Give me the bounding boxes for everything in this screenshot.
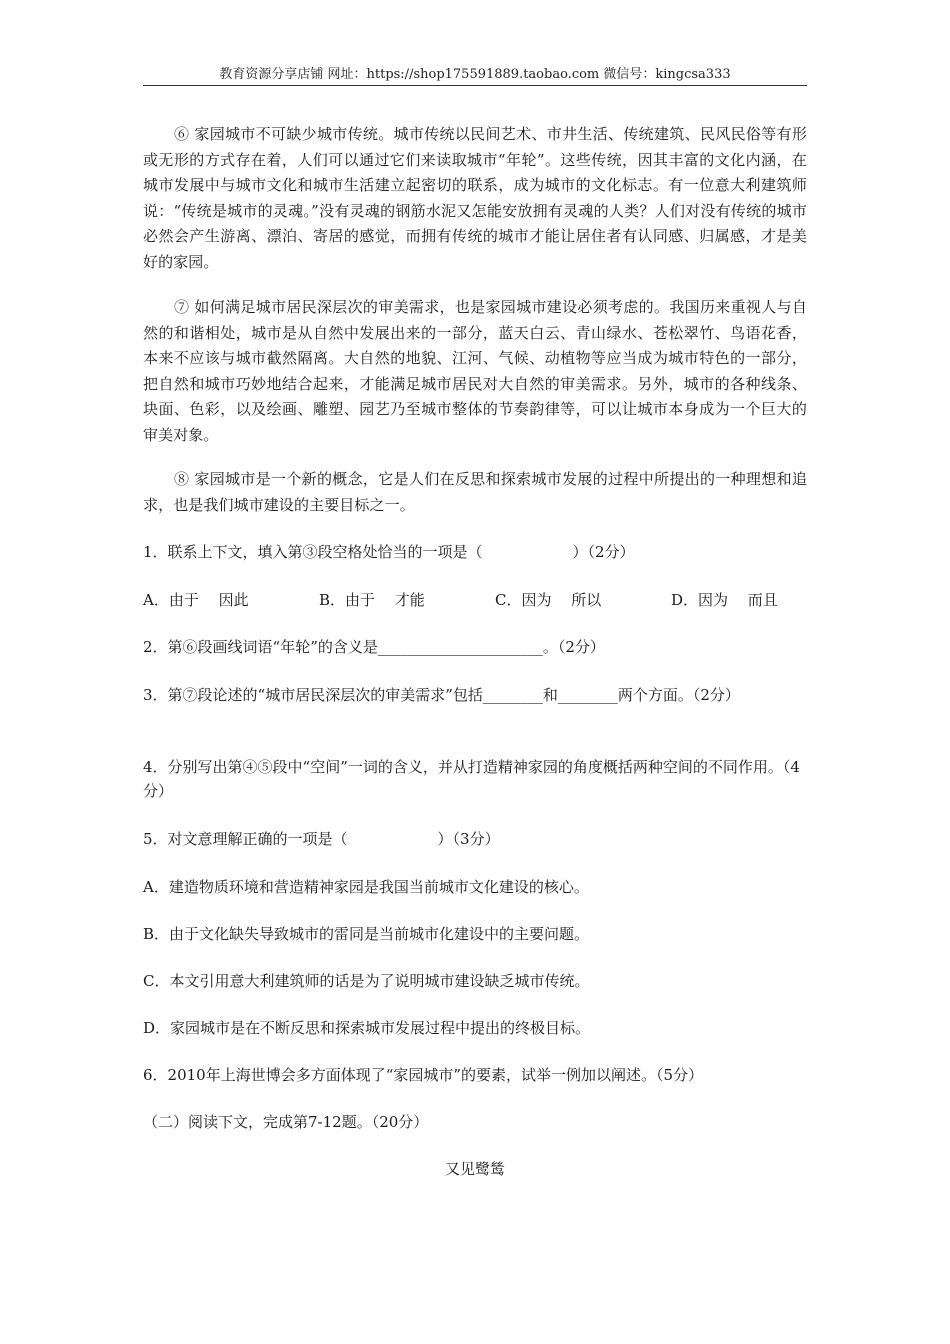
section-heading: （二）阅读下文，完成第7-12题。（20分） bbox=[143, 1113, 429, 1131]
question-5-option-d: D．家园城市是在不断反思和探索城市发展过程中提出的终极目标。 bbox=[143, 1019, 591, 1037]
question-2: 2．第⑥段画线词语“年轮”的含义是______________________。（2分） bbox=[143, 638, 605, 656]
question-1-options bbox=[143, 588, 778, 612]
article-title: 又见鹭鸶 bbox=[444, 1160, 505, 1178]
header-divider bbox=[143, 85, 807, 86]
option-c: C．因为 所以 bbox=[495, 591, 602, 609]
paragraph-6: ⑥ 家园城市不可缺少城市传统。城市传统以民间艺术、市井生活、传统建筑、民风民俗等有形或无形的方式存在着，人们可以通过它们来读取城市“年轮”。这些传统，因其丰富的文化内涵，在城市发展中与城市文化和城市生活建立起密切的联系，成为城市的文化标志。有一位意大利建筑师说：“传统是城市的灵魂。”没有灵魂的钢筋水泥又怎能安放拥有灵魂的人类？人们对没有传统的城市必然会产生游离、漂泊、寄居的感觉，而拥有传统的城市才能让居住者有认同感、归属感，才是美好的家园。 bbox=[143, 125, 807, 271]
question-4: 4．分别写出第④⑤段中“空间”一词的含义，并从打造精神家园的角度概括两种空间的不同作用。（4分） bbox=[143, 758, 800, 800]
question-5-option-c: C．本文引用意大利建筑师的话是为了说明城市建设缺乏城市传统。 bbox=[143, 972, 590, 990]
option-a: A．由于 因此 bbox=[143, 591, 249, 609]
option-b: B．由于 才能 bbox=[319, 591, 425, 609]
paragraph-7: ⑦ 如何满足城市居民深层次的审美需求，也是家园城市建设必须考虑的。我国历来重视人与自然的和谐相处，城市是从自然中发展出来的一部分，蓝天白云、青山绿水、苍松翠竹、鸟语花香，本来不应该与城市截然隔离。大自然的地貌、江河、气候、动植物等应当成为城市特色的一部分，把自然和城市巧妙地结合起来，才能满足城市居民对大自然的审美需求。另外，城市的各种线条、块面、色彩，以及绘画、雕塑、园艺乃至城市整体的节奏韵律等，可以让城市本身成为一个巨大的审美对象。 bbox=[143, 298, 807, 444]
question-1: 1．联系上下文，填入第③段空格处恰当的一项是（ ）（2分） bbox=[143, 543, 635, 561]
question-5-option-b: B．由于文化缺失导致城市的雷同是当前城市化建设中的主要问题。 bbox=[143, 925, 590, 943]
paragraph-8: ⑧ 家园城市是一个新的概念，它是人们在反思和探索城市发展的过程中所提出的一种理想和追求，也是我们城市建设的主要目标之一。 bbox=[143, 470, 807, 514]
question-5-option-a: A．建造物质环境和营造精神家园是我国当前城市文化建设的核心。 bbox=[143, 878, 589, 896]
question-3: 3．第⑦段论述的“城市居民深层次的审美需求”包括________和________两个方面。（2分） bbox=[143, 686, 740, 704]
question-6: 6．2010年上海世博会多方面体现了“家园城市”的要素，试举一例加以阐述。（5分） bbox=[143, 1066, 704, 1084]
question-5: 5．对文意理解正确的一项是（ ）（3分） bbox=[143, 830, 500, 848]
page-header: 教育资源分享店铺 网址：https://shop175591889.taobao.com 微信号：kingcsa333 bbox=[219, 67, 731, 82]
option-d: D．因为 而且 bbox=[671, 591, 778, 609]
